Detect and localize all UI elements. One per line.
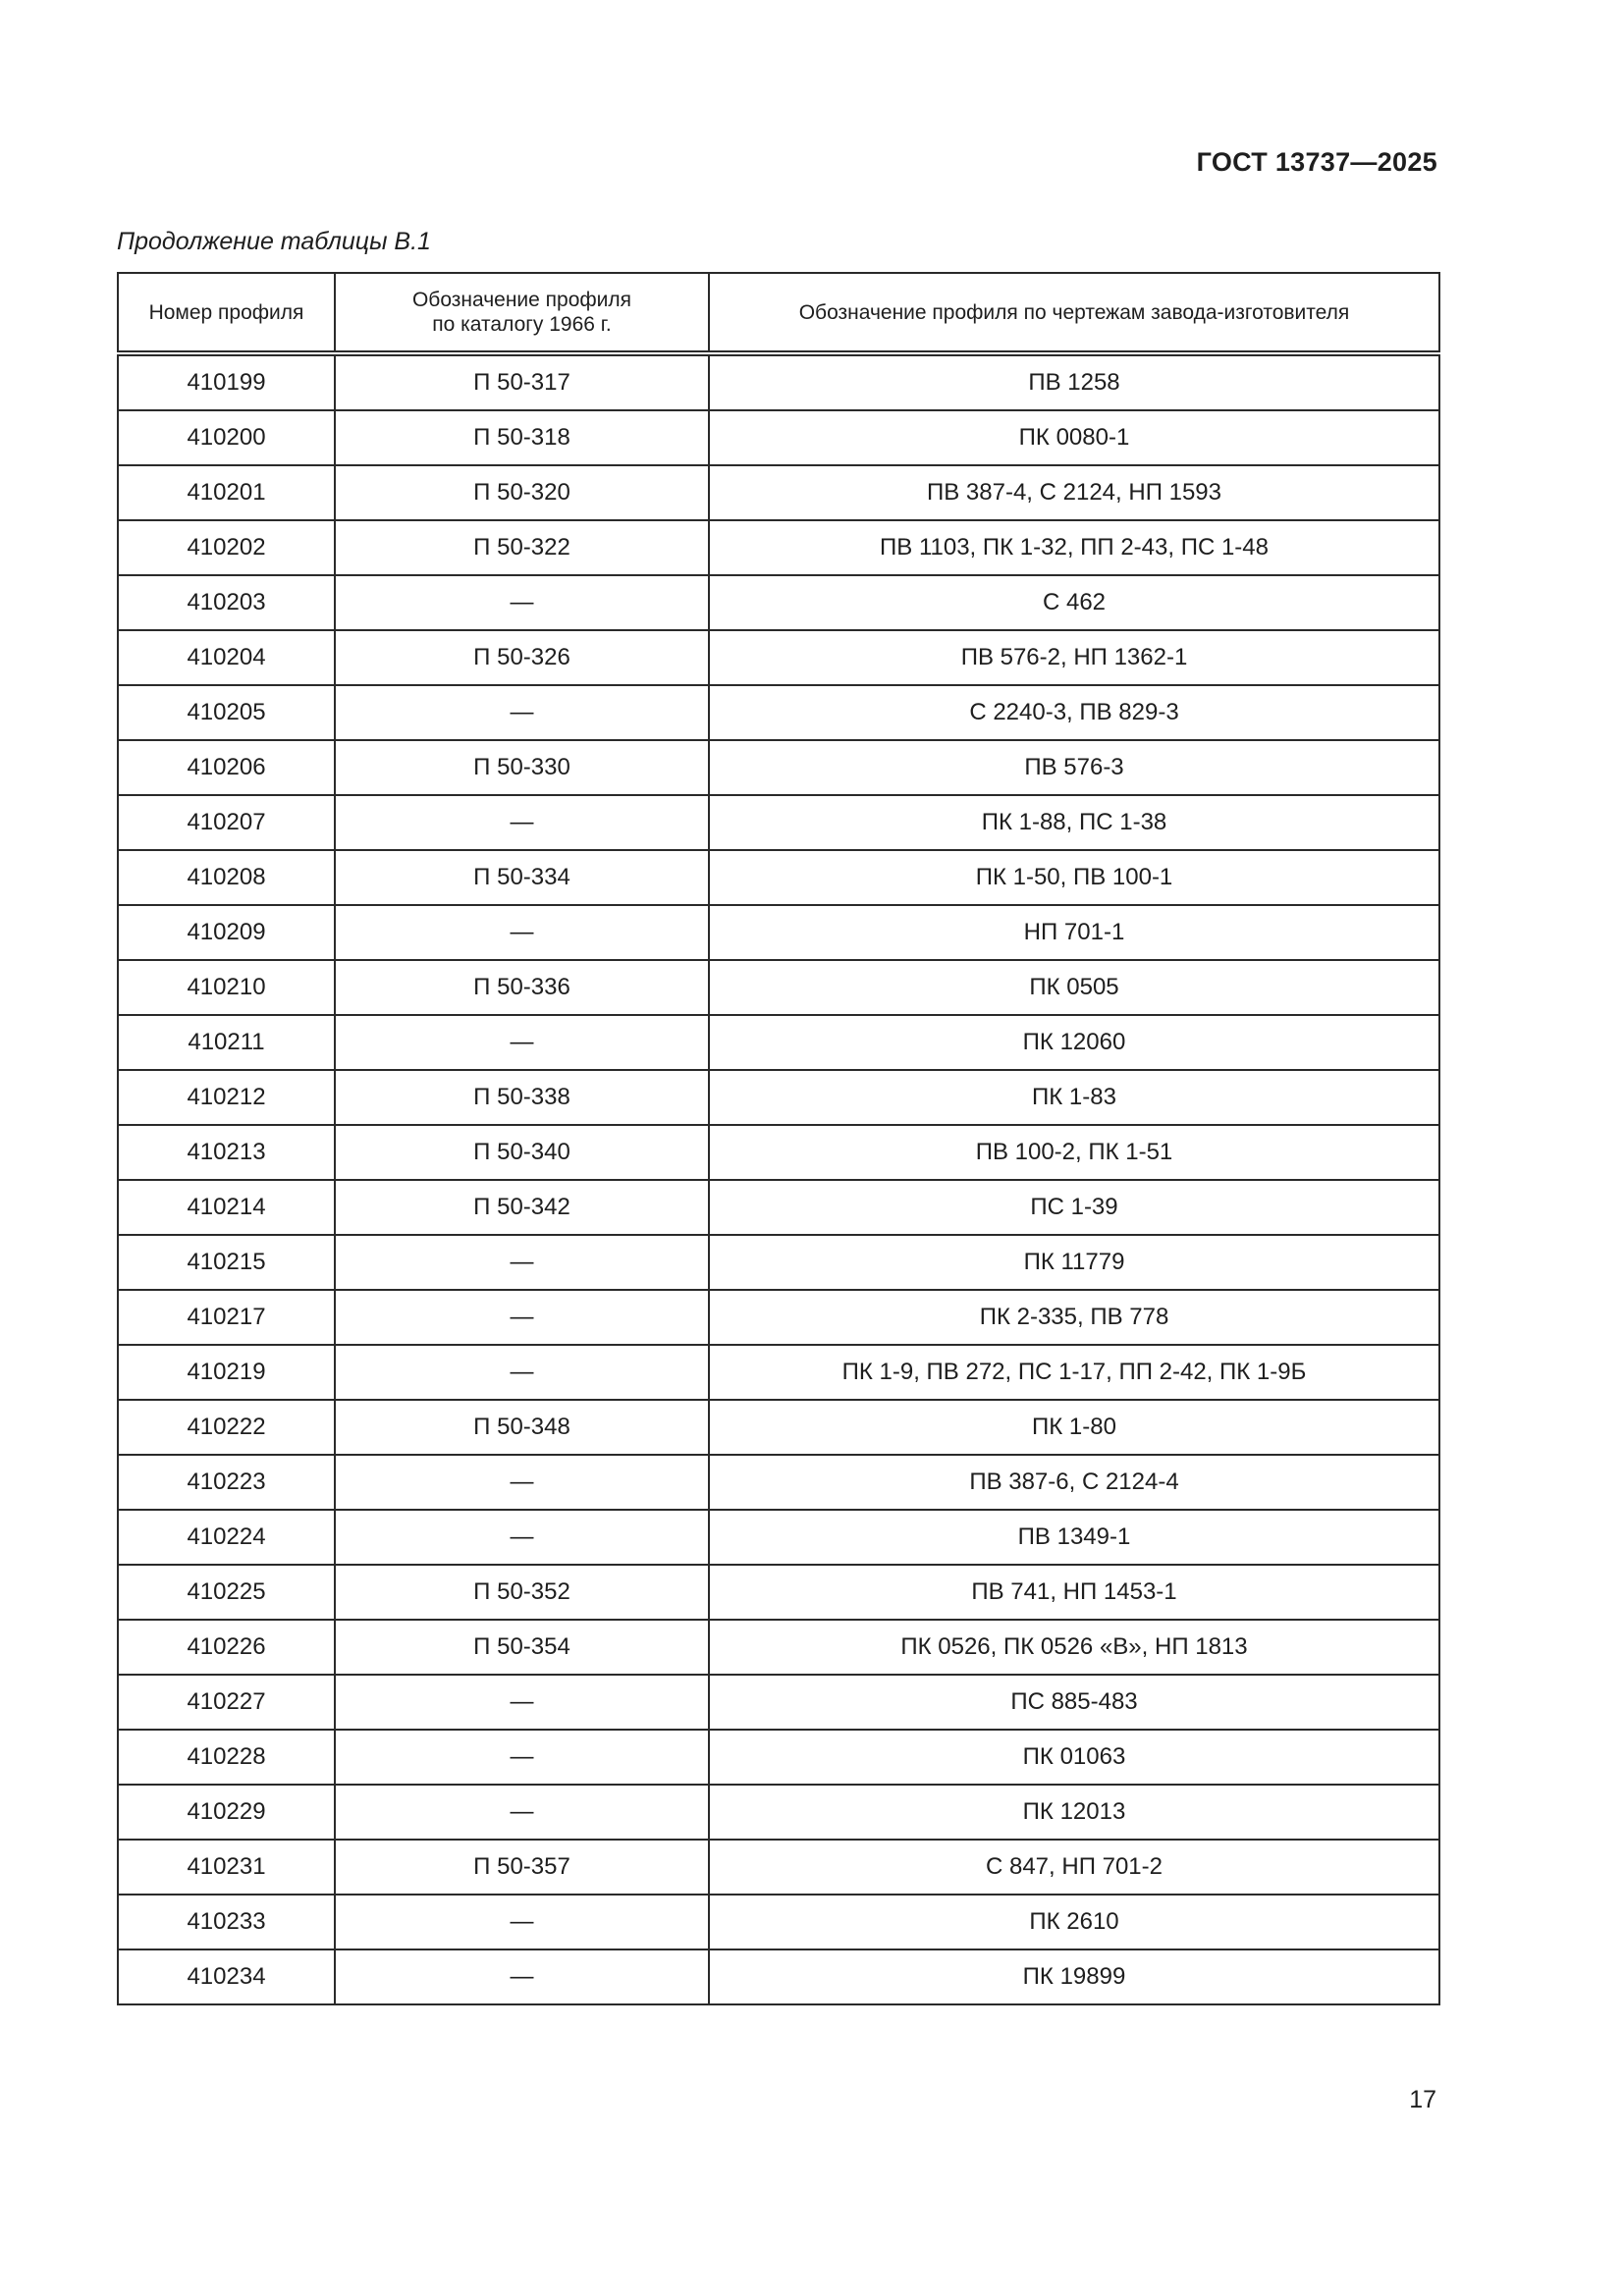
profile-number-cell: 410215 (118, 1235, 335, 1290)
profiles-table (117, 272, 1440, 2005)
profile-number-cell: 410219 (118, 1345, 335, 1400)
profile-number-cell: 410214 (118, 1180, 335, 1235)
profile-number-cell: 410223 (118, 1455, 335, 1510)
factory-designation-cell: ПС 1-39 (709, 1180, 1439, 1235)
table-caption: Продолжение таблицы В.1 (117, 228, 431, 255)
table-header-row (118, 273, 1439, 353)
catalog-designation-cell: — (335, 795, 709, 850)
factory-designation-cell: НП 701-1 (709, 905, 1439, 960)
profile-number-cell: 410206 (118, 740, 335, 795)
table-row (118, 1180, 1439, 1235)
table-body (118, 353, 1439, 2004)
factory-designation-cell: ПК 11779 (709, 1235, 1439, 1290)
table-row (118, 410, 1439, 465)
factory-designation-cell: ПВ 576-2, НП 1362-1 (709, 630, 1439, 685)
catalog-designation-cell: — (335, 905, 709, 960)
column-header-line: Обозначение профиля по чертежам завода-изготовителя (798, 300, 1350, 324)
factory-designation-cell: ПВ 100-2, ПК 1-51 (709, 1125, 1439, 1180)
table-row (118, 1675, 1439, 1730)
catalog-designation-cell: — (335, 1345, 709, 1400)
catalog-designation-cell: П 50-318 (335, 410, 709, 465)
factory-designation-cell: ПК 12013 (709, 1785, 1439, 1840)
factory-designation-cell: ПВ 1349-1 (709, 1510, 1439, 1565)
table-row (118, 1620, 1439, 1675)
catalog-designation-cell: — (335, 1949, 709, 2004)
profile-number-cell: 410227 (118, 1675, 335, 1730)
table-row (118, 905, 1439, 960)
profile-number-cell: 410200 (118, 410, 335, 465)
table-row (118, 1015, 1439, 1070)
catalog-designation-cell: — (335, 1455, 709, 1510)
profile-number-cell: 410226 (118, 1620, 335, 1675)
table-row (118, 1125, 1439, 1180)
catalog-designation-cell: П 50-326 (335, 630, 709, 685)
profile-number-cell: 410217 (118, 1290, 335, 1345)
catalog-designation-cell: — (335, 1730, 709, 1785)
factory-designation-cell: ПК 1-88, ПС 1-38 (709, 795, 1439, 850)
catalog-designation-cell: — (335, 1785, 709, 1840)
catalog-designation-cell: П 50-340 (335, 1125, 709, 1180)
table-row (118, 465, 1439, 520)
profile-number-cell: 410229 (118, 1785, 335, 1840)
catalog-designation-cell: П 50-357 (335, 1840, 709, 1895)
page-number: 17 (1409, 2086, 1436, 2113)
column-header-factory-designation (709, 273, 1439, 353)
profile-number-cell: 410211 (118, 1015, 335, 1070)
profile-number-cell: 410231 (118, 1840, 335, 1895)
factory-designation-cell: ПК 12060 (709, 1015, 1439, 1070)
catalog-designation-cell: П 50-334 (335, 850, 709, 905)
catalog-designation-cell: П 50-322 (335, 520, 709, 575)
factory-designation-cell: ПВ 576-3 (709, 740, 1439, 795)
profile-number-cell: 410234 (118, 1949, 335, 2004)
catalog-designation-cell: — (335, 1235, 709, 1290)
factory-designation-cell: ПВ 1103, ПК 1-32, ПП 2-43, ПС 1-48 (709, 520, 1439, 575)
factory-designation-cell: С 2240-3, ПВ 829-3 (709, 685, 1439, 740)
table-row (118, 1895, 1439, 1949)
profile-number-cell: 410233 (118, 1895, 335, 1949)
profile-number-cell: 410203 (118, 575, 335, 630)
profile-number-cell: 410204 (118, 630, 335, 685)
column-header-line: по каталогу 1966 г. (432, 313, 612, 336)
table-row (118, 1345, 1439, 1400)
table-row (118, 1400, 1439, 1455)
factory-designation-cell: ПВ 1258 (709, 353, 1439, 410)
table-row (118, 740, 1439, 795)
profile-number-cell: 410224 (118, 1510, 335, 1565)
factory-designation-cell: ПК 1-80 (709, 1400, 1439, 1455)
table-row (118, 1730, 1439, 1785)
table-row (118, 1565, 1439, 1620)
table-row (118, 1290, 1439, 1345)
catalog-designation-cell: — (335, 1510, 709, 1565)
catalog-designation-cell: П 50-320 (335, 465, 709, 520)
factory-designation-cell: ПК 19899 (709, 1949, 1439, 2004)
column-header-catalog-1966 (335, 273, 709, 353)
profile-number-cell: 410205 (118, 685, 335, 740)
factory-designation-cell: ПК 0505 (709, 960, 1439, 1015)
factory-designation-cell: ПК 0080-1 (709, 410, 1439, 465)
catalog-designation-cell: — (335, 1895, 709, 1949)
catalog-designation-cell: П 50-348 (335, 1400, 709, 1455)
table-row (118, 850, 1439, 905)
profile-number-cell: 410212 (118, 1070, 335, 1125)
factory-designation-cell: С 847, НП 701-2 (709, 1840, 1439, 1895)
factory-designation-cell: ПК 0526, ПК 0526 «В», НП 1813 (709, 1620, 1439, 1675)
profile-number-cell: 410207 (118, 795, 335, 850)
catalog-designation-cell: П 50-317 (335, 353, 709, 410)
table-row (118, 630, 1439, 685)
factory-designation-cell: ПК 1-83 (709, 1070, 1439, 1125)
factory-designation-cell: ПК 2-335, ПВ 778 (709, 1290, 1439, 1345)
profile-number-cell: 410213 (118, 1125, 335, 1180)
table-row (118, 1070, 1439, 1125)
table-row (118, 960, 1439, 1015)
profile-number-cell: 410228 (118, 1730, 335, 1785)
factory-designation-cell: ПК 01063 (709, 1730, 1439, 1785)
profile-number-cell: 410225 (118, 1565, 335, 1620)
factory-designation-cell: С 462 (709, 575, 1439, 630)
factory-designation-cell: ПВ 741, НП 1453-1 (709, 1565, 1439, 1620)
table-row (118, 353, 1439, 410)
factory-designation-cell: ПК 2610 (709, 1895, 1439, 1949)
table-row (118, 1510, 1439, 1565)
catalog-designation-cell: — (335, 575, 709, 630)
catalog-designation-cell: — (335, 1675, 709, 1730)
table-row (118, 795, 1439, 850)
table-row (118, 520, 1439, 575)
table-row (118, 1949, 1439, 2004)
catalog-designation-cell: П 50-342 (335, 1180, 709, 1235)
factory-designation-cell: ПВ 387-4, С 2124, НП 1593 (709, 465, 1439, 520)
document-code: ГОСТ 13737—2025 (1196, 147, 1437, 177)
catalog-designation-cell: — (335, 1290, 709, 1345)
factory-designation-cell: ПС 885-483 (709, 1675, 1439, 1730)
factory-designation-cell: ПВ 387-6, С 2124-4 (709, 1455, 1439, 1510)
table-row (118, 1235, 1439, 1290)
column-header-profile-number (118, 273, 335, 353)
column-header-line: Обозначение профиля (411, 289, 632, 311)
factory-designation-cell: ПК 1-50, ПВ 100-1 (709, 850, 1439, 905)
factory-designation-cell: ПК 1-9, ПВ 272, ПС 1-17, ПП 2-42, ПК 1-9Б (709, 1345, 1439, 1400)
catalog-designation-cell: П 50-352 (335, 1565, 709, 1620)
catalog-designation-cell: П 50-330 (335, 740, 709, 795)
catalog-designation-cell: П 50-338 (335, 1070, 709, 1125)
catalog-designation-cell: — (335, 685, 709, 740)
profile-number-cell: 410209 (118, 905, 335, 960)
profile-number-cell: 410208 (118, 850, 335, 905)
catalog-designation-cell: — (335, 1015, 709, 1070)
table-row (118, 1455, 1439, 1510)
catalog-designation-cell: П 50-336 (335, 960, 709, 1015)
profile-number-cell: 410201 (118, 465, 335, 520)
table-row (118, 575, 1439, 630)
table-row (118, 1785, 1439, 1840)
profile-number-cell: 410210 (118, 960, 335, 1015)
catalog-designation-cell: П 50-354 (335, 1620, 709, 1675)
column-header-line: Номер профиля (148, 300, 304, 324)
profile-number-cell: 410202 (118, 520, 335, 575)
table-row (118, 1840, 1439, 1895)
profile-number-cell: 410199 (118, 353, 335, 410)
table-row (118, 685, 1439, 740)
profile-number-cell: 410222 (118, 1400, 335, 1455)
